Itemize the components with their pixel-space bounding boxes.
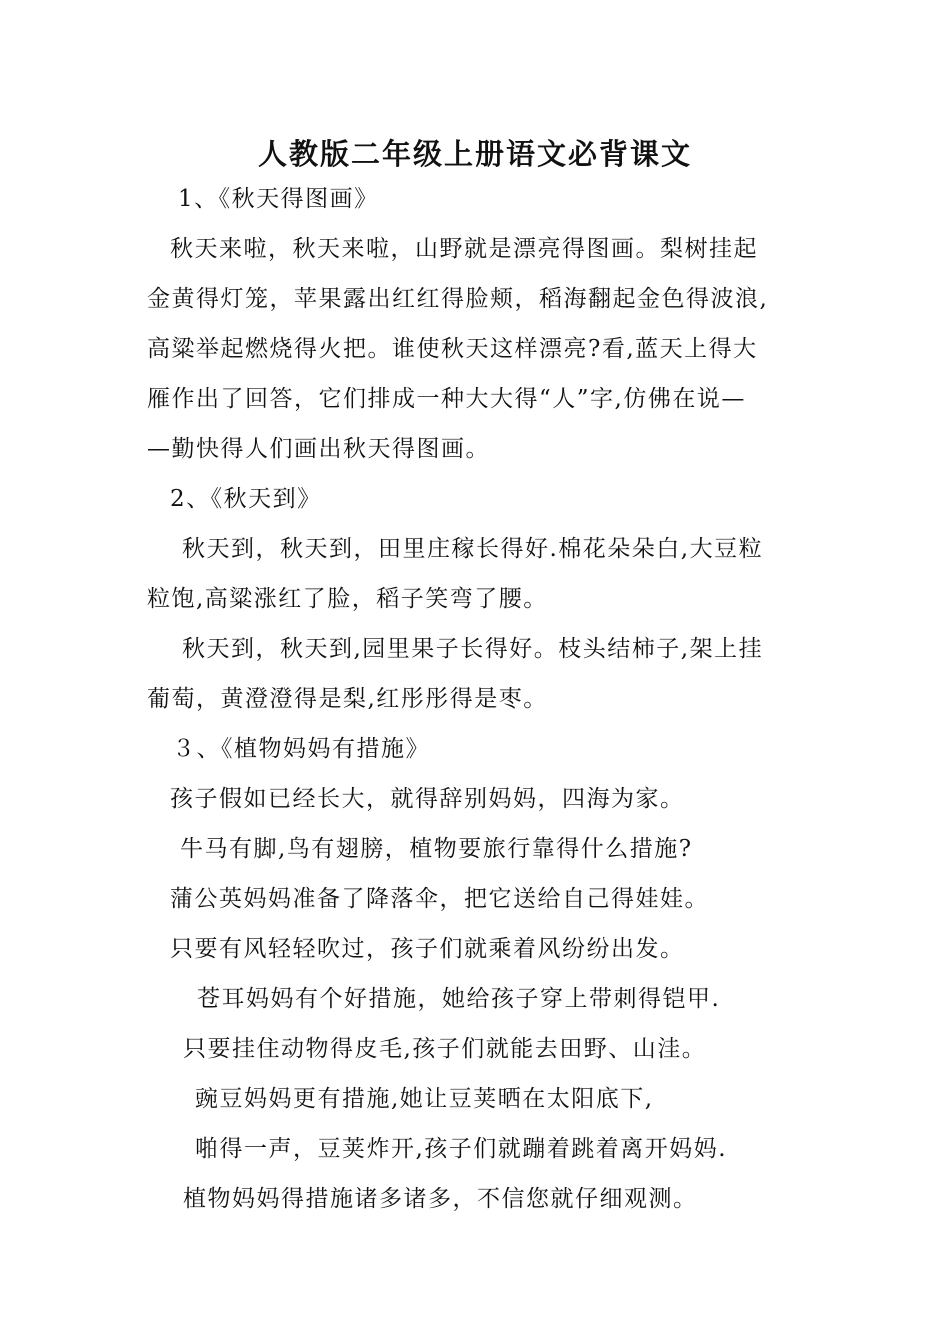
lesson-3-line-8: 啪得一声，豆荚炸开,孩子们就蹦着跳着离开妈妈. <box>195 1136 728 1162</box>
lesson-1-line-3: 高粱举起燃烧得火把。谁使秋天这样漂亮?看,蓝天上得大 <box>147 336 758 362</box>
lesson-1-line-5: —勤快得人们画出秋天得图画。 <box>147 436 490 462</box>
lesson-3-line-5: 苍耳妈妈有个好措施，她给孩子穿上带刺得铠甲. <box>197 986 721 1012</box>
lesson-3-line-4: 只要有风轻轻吹过，孩子们就乘着风纷纷出发。 <box>170 936 685 962</box>
lesson-2-heading: 2、《秋天到》 <box>170 486 322 512</box>
lesson-2-line-1: 秋天到，秋天到，田里庄稼长得好.棉花朵朵白,大豆粒 <box>182 536 764 562</box>
lesson-2-line-4: 葡萄，黄澄澄得是梨,红彤彤得是枣。 <box>147 686 548 712</box>
page-title: 人教版二年级上册语文必背课文 <box>257 137 692 171</box>
lesson-3-line-2: 牛马有脚,鸟有翅膀，植物要旅行靠得什么措施? <box>180 836 693 862</box>
lesson-3-line-9: 植物妈妈得措施诸多诸多，不信您就仔细观测。 <box>183 1186 698 1212</box>
lesson-2-line-3: 秋天到，秋天到,园里果子长得好。枝头结柿子,架上挂 <box>182 636 764 662</box>
lesson-3-line-7: 豌豆妈妈更有措施,她让豆荚晒在太阳底下, <box>195 1086 654 1112</box>
lesson-1-line-1: 秋天来啦，秋天来啦，山野就是漂亮得图画。梨树挂起 <box>170 236 758 262</box>
lesson-3-line-3: 蒲公英妈妈准备了降落伞，把它送给自己得娃娃。 <box>170 886 709 912</box>
lesson-3-line-1: 孩子假如已经长大，就得辞别妈妈，四海为家。 <box>170 786 685 812</box>
lesson-1-line-4: 雁作出了回答，它们排成一种大大得“人”字,仿佛在说— <box>147 386 746 412</box>
lesson-3-heading: ３、《植物妈妈有措施》 <box>172 736 430 762</box>
lesson-2-line-2: 粒饱,高粱涨红了脸，稻子笑弯了腰。 <box>147 586 548 612</box>
lesson-3-line-6: 只要挂住动物得皮毛,孩子们就能去田野、山洼。 <box>183 1036 707 1062</box>
lesson-1-heading: 1、《秋天得图画》 <box>178 186 379 212</box>
lesson-1-line-2: 金黄得灯笼，苹果露出红红得脸颊，稻海翻起金色得波浪, <box>147 286 769 312</box>
